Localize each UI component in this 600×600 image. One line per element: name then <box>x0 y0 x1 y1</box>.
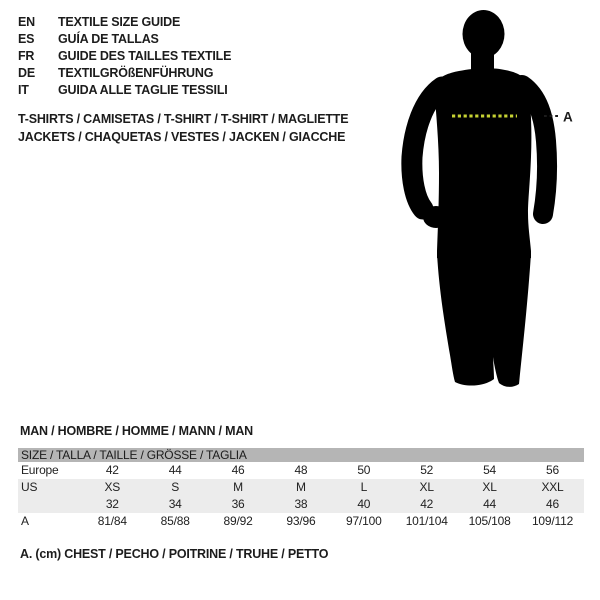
category-line: JACKETS / CHAQUETAS / VESTES / JACKEN / GIACCHE <box>18 130 346 144</box>
language-label: GUIDE DES TAILLES TEXTILE <box>58 49 232 63</box>
measurement-footnote: A. (cm) CHEST / PECHO / POITRINE / TRUHE / PETTO <box>20 547 329 561</box>
size-table-cell: 46 <box>231 463 245 477</box>
section-heading: MAN / HOMBRE / HOMME / MANN / MAN <box>20 424 253 438</box>
size-table-cell: XL <box>419 480 434 494</box>
size-table-cell: 34 <box>168 497 182 511</box>
size-table-cell: 81/84 <box>97 514 127 528</box>
language-row <box>18 48 231 65</box>
language-title-block <box>18 14 231 99</box>
size-table-cell: XL <box>482 480 497 494</box>
language-code: FR <box>18 49 35 63</box>
silhouette-torso <box>434 68 531 265</box>
size-table-cell: XXL <box>541 480 564 494</box>
size-table-row <box>18 496 584 513</box>
silhouette-left-arm <box>412 87 442 209</box>
language-row <box>18 31 231 48</box>
language-code: ES <box>18 32 35 46</box>
silhouette-right-leg <box>488 253 531 387</box>
size-table-row <box>18 462 584 479</box>
size-table-cell: 42 <box>420 497 434 511</box>
size-table-row-label: Europe <box>21 463 59 477</box>
language-label: TEXTILGRÖßENFÜHRUNG <box>58 66 214 80</box>
size-table-cell: 89/92 <box>223 514 253 528</box>
category-line: T-SHIRTS / CAMISETAS / T-SHIRT / T-SHIRT / MAGLIETTE <box>18 112 349 126</box>
size-table-cell: 50 <box>357 463 371 477</box>
size-table-cell: 109/112 <box>531 514 574 528</box>
language-label: GUIDA ALLE TAGLIE TESSILI <box>58 83 228 97</box>
language-code: EN <box>18 15 35 29</box>
size-table-cell: 52 <box>420 463 434 477</box>
size-table-cell: 101/104 <box>405 514 448 528</box>
size-table-cell: 85/88 <box>160 514 190 528</box>
size-table-cell: 54 <box>483 463 497 477</box>
size-table-row <box>18 479 584 496</box>
language-label: GUÍA DE TALLAS <box>58 32 159 46</box>
measurement-label-a: A <box>563 109 573 125</box>
size-table-cell: M <box>233 480 243 494</box>
size-table-cell: S <box>171 480 180 494</box>
size-table-cell: 36 <box>231 497 245 511</box>
size-table-cell: 97/100 <box>346 514 382 528</box>
man-silhouette <box>423 10 531 387</box>
size-table <box>18 448 584 530</box>
size-table-cell: 105/108 <box>468 514 511 528</box>
size-table-row-label: A <box>21 514 29 528</box>
size-table-cell: 44 <box>483 497 497 511</box>
man-silhouette-svg <box>395 5 580 395</box>
size-table-cell: 93/96 <box>286 514 316 528</box>
size-table-cell: 38 <box>294 497 308 511</box>
size-table-cell: 44 <box>168 463 182 477</box>
size-table-cell: 42 <box>105 463 119 477</box>
silhouette-left-leg <box>437 253 494 386</box>
size-table-row-label <box>18 496 81 513</box>
language-row <box>18 65 231 82</box>
size-table-cell: 32 <box>105 497 119 511</box>
size-table-cell: M <box>296 480 306 494</box>
language-row <box>18 82 231 99</box>
size-table-cell: 56 <box>546 463 559 477</box>
size-table-header: SIZE / TALLA / TAILLE / GRÖSSE / TAGLIA <box>18 448 584 462</box>
size-table-cell: L <box>360 480 368 494</box>
size-table-header-row <box>18 448 584 462</box>
language-code: DE <box>18 66 35 80</box>
size-table-row <box>18 513 584 530</box>
size-table-cell: 40 <box>357 497 371 511</box>
size-table-cell: 46 <box>546 497 559 511</box>
size-table-row-label: US <box>21 480 38 494</box>
language-label: TEXTILE SIZE GUIDE <box>58 15 181 29</box>
size-table-cell: 48 <box>294 463 308 477</box>
size-table-cell: XS <box>104 480 121 494</box>
language-row <box>18 14 231 31</box>
man-silhouette-figure <box>395 5 580 395</box>
category-heading-block <box>18 110 348 146</box>
language-code: IT <box>18 83 29 97</box>
